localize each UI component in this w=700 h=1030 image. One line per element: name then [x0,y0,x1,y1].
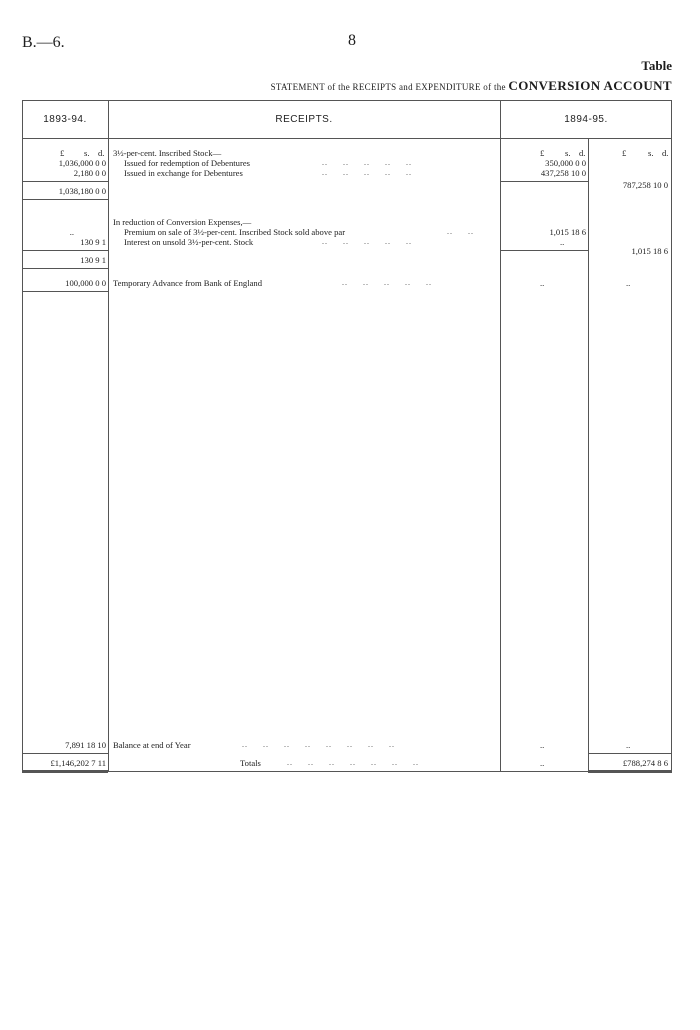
leader-dots: .. .. .. .. .. .. .. .. [242,740,395,749]
column-head-1894: 1894-95. [564,114,608,125]
balance-mid-value: .. [540,740,545,750]
column-divider-1 [108,100,109,772]
table-label: Table [641,58,672,73]
column-head-1893: 1893-94. [43,114,87,125]
leader-dots: .. .. .. .. .. [342,278,432,287]
column-divider-3 [588,138,589,772]
leader-dots: .. .. [447,227,474,236]
table-top-rule [22,100,672,101]
conversion-right-total: 1,015 18 6 [631,246,668,256]
subtotal-rule [500,181,588,182]
totals-left-value: £1,146,202 7 11 [50,758,106,768]
stock-item-exchange: Issued in exchange for Debentures [124,168,243,178]
stock-left-value-1: 1,036,000 0 0 [58,158,106,168]
conversion-mid-value-2: .. [560,237,565,247]
stock-heading: 3½-per-cent. Inscribed Stock— [113,148,222,158]
unit-d-right: d. [662,148,669,158]
unit-d-mid: d. [579,148,586,158]
stock-left-total: 1,038,180 0 0 [58,186,106,196]
subtotal-rule [22,268,108,269]
column-head-receipts: RECEIPTS. [275,114,333,125]
grand-total-rule [588,770,672,773]
statement-title [271,78,672,94]
advance-mid-value: .. [540,278,545,288]
table-right-border [671,100,672,772]
totals-label: Totals [240,758,261,768]
totals-mid-value: .. [540,758,545,768]
leader-dots: .. .. .. .. .. .. .. [287,758,419,767]
stock-item-redemption: Issued for redemption of Debentures [124,158,251,168]
subtotal-rule [22,250,108,251]
conversion-item-interest: Interest on unsold 3½-per-cent. Stock [124,237,254,247]
unit-pound-right: £ [622,148,627,158]
conversion-item-premium: Premium on sale of 3½-per-cent. Inscribed Stock sold above par [124,227,346,237]
conversion-left-value-1: .. [69,227,74,237]
document-reference: B.—6. [22,34,65,51]
subtotal-rule [22,181,108,182]
page-number: 8 [348,32,356,49]
stock-mid-value-1: 350,000 0 0 [545,158,586,168]
balance-right-value: .. [626,740,631,750]
statement-title-small: STATEMENT of the RECEIPTS and EXPENDITURE of the [270,82,506,92]
leader-dots: .. .. .. .. .. [322,168,412,177]
unit-s-right: s. [648,148,654,158]
unit-s-left: s. [84,148,90,158]
table-left-border [22,100,23,772]
totals-rule [22,753,108,754]
subtotal-rule [22,291,108,292]
advance-right-value: .. [626,278,631,288]
table-bottom-rule [22,771,672,772]
column-divider-2 [500,100,501,772]
totals-right-value: £788,274 8 6 [622,758,668,768]
conversion-left-value-2: 130 9 1 [80,237,106,247]
unit-pound-left: £ [60,148,65,158]
advance-label: Temporary Advance from Bank of England [113,278,263,288]
totals-rule [588,753,672,754]
balance-left-value: 7,891 18 10 [65,740,106,750]
stock-right-total: 787,258 10 0 [622,180,668,190]
header-rule [22,138,672,139]
balance-label: Balance at end of Year [113,740,191,750]
stock-left-value-2: 2,180 0 0 [73,168,106,178]
advance-left-value: 100,000 0 0 [65,278,106,288]
statement-title-big: CONVERSION ACCOUNT [508,78,672,93]
subtotal-rule [22,199,108,200]
conversion-account-table [22,100,672,772]
unit-s-mid: s. [565,148,571,158]
leader-dots: .. .. .. .. .. [322,237,412,246]
unit-d-left: d. [98,148,105,158]
grand-total-rule [22,770,108,773]
leader-dots: .. .. .. .. .. [322,158,412,167]
stock-mid-value-2: 437,258 10 0 [540,168,586,178]
unit-pound-mid: £ [540,148,545,158]
conversion-heading: In reduction of Conversion Expenses,— [113,217,252,227]
conversion-mid-value-1: 1,015 18 6 [549,227,586,237]
conversion-left-total: 130 9 1 [80,255,106,265]
subtotal-rule [500,250,588,251]
